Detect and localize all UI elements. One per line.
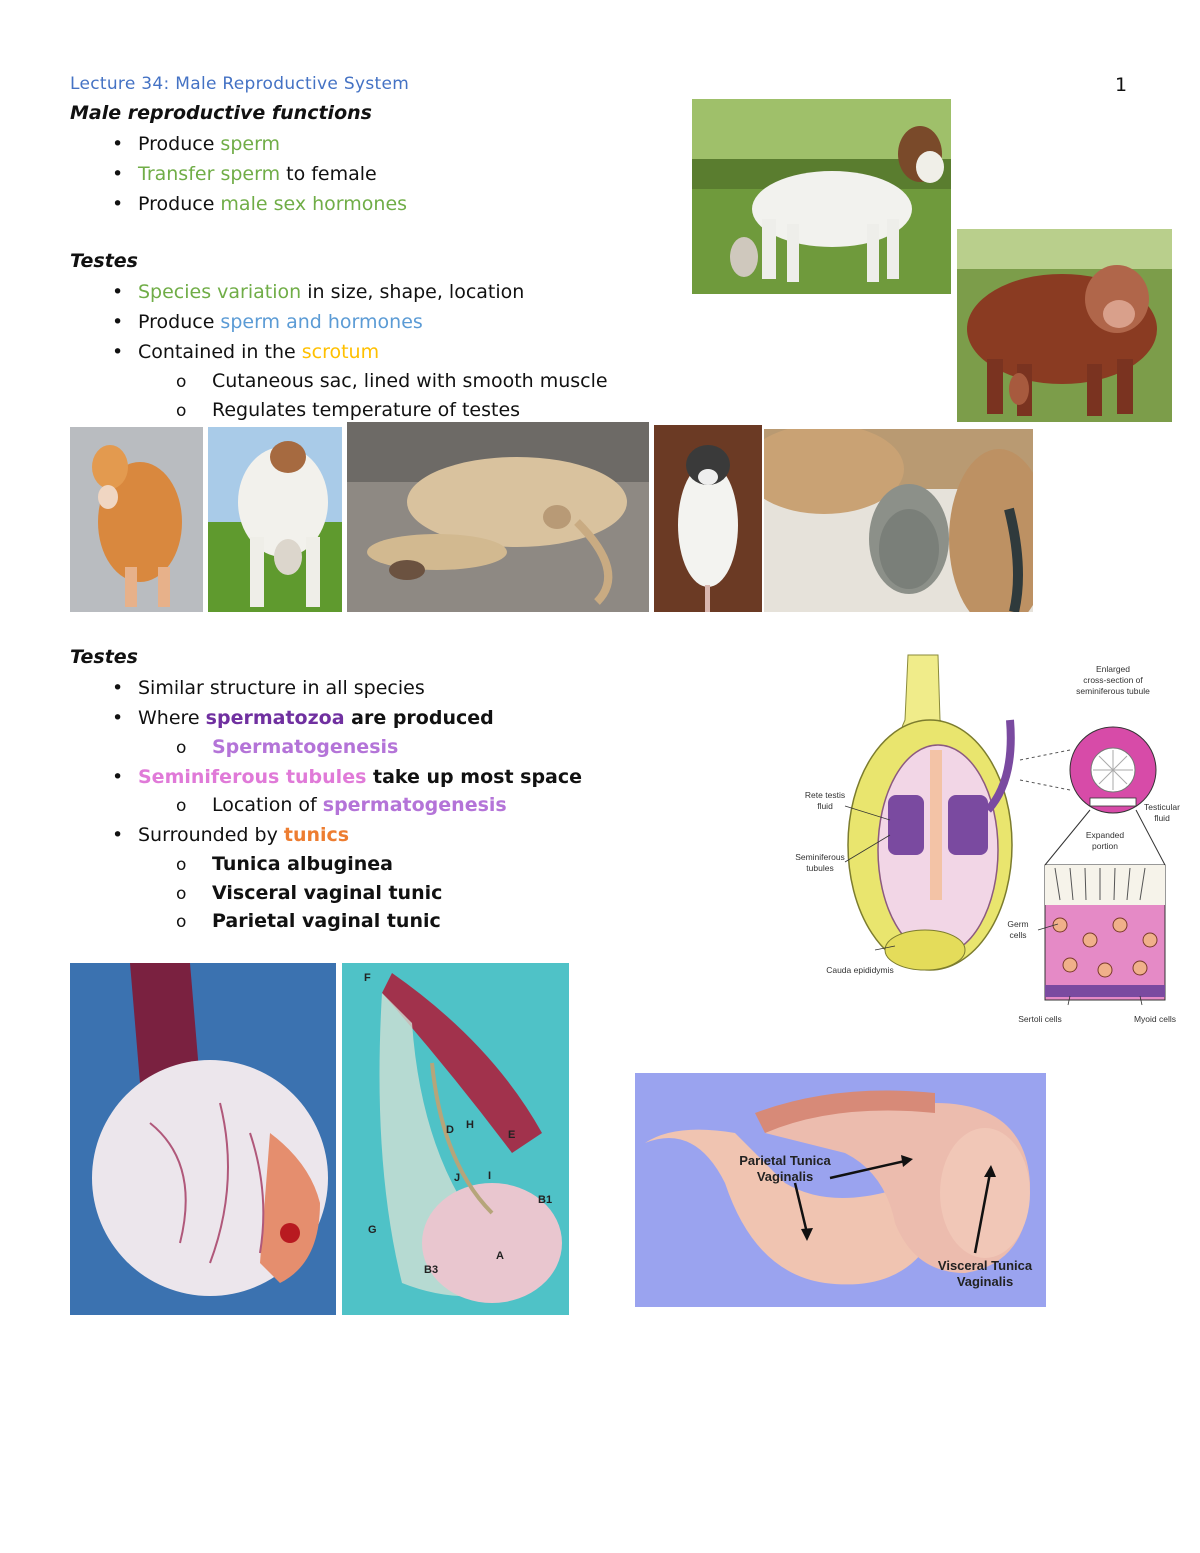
label-enlarged-2: cross-section of — [1083, 675, 1143, 685]
testis-specimen-photo — [70, 963, 336, 1315]
specimen-label-b3: B3 — [424, 1264, 439, 1276]
label-testicular-2: fluid — [1154, 813, 1170, 823]
page-number: 1 — [1115, 74, 1128, 96]
list-item: • Where spermatozoa are produced — [112, 707, 494, 729]
cat-photo — [70, 427, 203, 612]
list-item: • Species variation in size, shape, location — [112, 281, 525, 303]
label-visceral-vaginalis: Vaginalis — [956, 1274, 1014, 1289]
sub-list-item: o Location of spermatogenesis — [176, 794, 507, 816]
list-item: • Transfer sperm to female — [112, 163, 377, 185]
list-item: • Produce male sex hormones — [112, 193, 408, 215]
lecture-title: Lecture 34: Male Reproductive System — [70, 74, 410, 94]
label-expanded-2: portion — [1092, 841, 1118, 851]
specimen-label-j: J — [454, 1172, 461, 1184]
label-cauda: Cauda epididymis — [826, 965, 894, 975]
lion-photo — [347, 422, 649, 612]
label-testicular: Testicular — [1144, 802, 1180, 812]
specimen-label-a: A — [496, 1250, 504, 1262]
label-expanded: Expanded — [1085, 830, 1125, 840]
testis-diagram — [770, 650, 1190, 1030]
bull-scrotum-photo — [764, 429, 1033, 612]
label-seminiferous: Seminiferous — [795, 852, 845, 862]
label-sertoli: Sertoli cells — [1018, 1014, 1062, 1024]
label-parietal-tunica: Parietal Tunica — [739, 1153, 831, 1168]
label-rete-2: fluid — [817, 801, 833, 811]
label-parietal-vaginalis: Vaginalis — [756, 1169, 814, 1184]
list-item: • Produce sperm and hormones — [112, 311, 423, 333]
goat-photo — [692, 99, 951, 294]
testis-tunics-photo — [342, 963, 569, 1315]
sub-list-item: o Parietal vaginal tunic — [176, 910, 441, 932]
sub-list-item: o Regulates temperature of testes — [176, 399, 521, 421]
label-germ-2: cells — [1009, 930, 1027, 940]
specimen-label-h: H — [466, 1119, 474, 1131]
label-germ: Germ — [1007, 919, 1029, 929]
label-visceral-tunica: Visceral Tunica — [937, 1258, 1033, 1273]
section-heading-testes: Testes — [70, 250, 138, 272]
label-seminiferous-2: tubules — [806, 863, 834, 873]
specimen-label-i: I — [488, 1170, 492, 1182]
label-enlarged: Enlarged — [1095, 664, 1131, 674]
specimen-label-e: E — [508, 1129, 516, 1141]
tunica-vaginalis-photo — [635, 1073, 1046, 1307]
list-item: • Produce sperm — [112, 133, 281, 155]
list-item: • Seminiferous tubules take up most space — [112, 766, 583, 788]
label-rete: Rete testis — [804, 790, 846, 800]
list-item: • Similar structure in all species — [112, 677, 425, 699]
specimen-label-d: D — [446, 1124, 454, 1136]
specimen-label-f: F — [364, 972, 371, 984]
specimen-label-g: G — [368, 1224, 377, 1236]
sub-list-item: o Cutaneous sac, lined with smooth muscle — [176, 370, 608, 392]
list-item: • Surrounded by tunics — [112, 824, 350, 846]
list-item: • Contained in the scrotum — [112, 341, 380, 363]
sub-list-item: o Visceral vaginal tunic — [176, 882, 443, 904]
specimen-label-b1: B1 — [538, 1194, 553, 1206]
sub-list-item: o Spermatogenesis — [176, 736, 399, 758]
label-enlarged-3: seminiferous tubule — [1076, 686, 1150, 696]
section-heading-functions: Male reproductive functions — [70, 102, 372, 124]
section-heading-testes-structure: Testes — [70, 646, 138, 668]
label-myoid: Myoid cells — [1133, 1014, 1177, 1024]
sub-list-item: o Tunica albuginea — [176, 853, 393, 875]
rat-photo — [654, 425, 762, 612]
bull-photo — [957, 229, 1172, 422]
goat-rear-photo — [208, 427, 342, 612]
